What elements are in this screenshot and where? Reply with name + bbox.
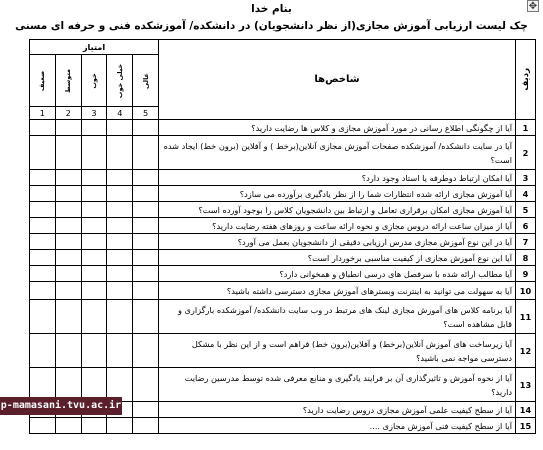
level-label: خوب bbox=[90, 72, 98, 89]
score-cell[interactable] bbox=[133, 282, 159, 300]
table-row bbox=[30, 334, 536, 368]
move-icon[interactable]: ✥ bbox=[528, 1, 538, 12]
score-cell[interactable] bbox=[81, 250, 107, 266]
row-question: آیا در این نوع آموزش مجازی مدرس ارزیابی دقیقی از دانشجویان بعمل می آورد؟ bbox=[159, 234, 516, 250]
row-question: آیا مطالب ارائه شده با سرفصل های درسی انطباق و همخوانی دارد؟ bbox=[159, 266, 516, 282]
level-header bbox=[133, 54, 159, 107]
score-cell[interactable] bbox=[81, 170, 107, 186]
score-cell[interactable] bbox=[133, 218, 159, 234]
score-cell[interactable] bbox=[133, 334, 159, 368]
table-row bbox=[30, 300, 536, 334]
table-row bbox=[30, 136, 536, 170]
row-question: آیا از چگونگی اطلاع رسانی در مورد آموزش مجازی و کلاس ها رضایت دارید؟ bbox=[159, 120, 516, 136]
score-cell[interactable] bbox=[30, 218, 56, 234]
row-number: 2 bbox=[516, 136, 536, 170]
score-cell[interactable] bbox=[55, 282, 81, 300]
score-cell[interactable] bbox=[107, 218, 133, 234]
score-cell[interactable] bbox=[30, 136, 56, 170]
score-cell[interactable] bbox=[107, 250, 133, 266]
table-row bbox=[30, 250, 536, 266]
score-cell[interactable] bbox=[81, 334, 107, 368]
table-row bbox=[30, 186, 536, 202]
score-cell[interactable] bbox=[55, 186, 81, 202]
header-radif: ردیف bbox=[516, 40, 536, 120]
level-header bbox=[107, 54, 133, 107]
score-cell[interactable] bbox=[30, 334, 56, 368]
score-cell[interactable] bbox=[81, 234, 107, 250]
score-cell[interactable] bbox=[107, 120, 133, 136]
level-weight: 5 bbox=[133, 107, 159, 120]
row-number: 13 bbox=[516, 368, 536, 402]
score-cell[interactable] bbox=[30, 300, 56, 334]
level-label: ضعیف bbox=[38, 70, 47, 91]
score-cell[interactable] bbox=[55, 234, 81, 250]
table-row bbox=[30, 120, 536, 136]
row-number: 8 bbox=[516, 250, 536, 266]
score-cell[interactable] bbox=[30, 282, 56, 300]
row-question: آیا این نوع آموزش مجازی از کیفیت مناسبی برخوردار است؟ bbox=[159, 250, 516, 266]
score-cell[interactable] bbox=[107, 234, 133, 250]
header-emtiaz: امتیاز bbox=[30, 40, 159, 55]
level-weight: 1 bbox=[30, 107, 56, 120]
score-cell[interactable] bbox=[133, 402, 159, 418]
score-cell[interactable] bbox=[107, 170, 133, 186]
row-number: 12 bbox=[516, 334, 536, 368]
score-cell[interactable] bbox=[55, 170, 81, 186]
score-cell[interactable] bbox=[81, 282, 107, 300]
score-cell[interactable] bbox=[30, 186, 56, 202]
table-row bbox=[30, 170, 536, 186]
row-question: آیا از میزان ساعت ارائه دروس مجازی و نحوه ارائه ساعت و روزهای هفته رضایت دارید؟ bbox=[159, 218, 516, 234]
row-question: آیا آموزش مجازی ارائه شده انتظارات شما را از نظر یادگیری برآورده می سازد؟ bbox=[159, 186, 516, 202]
score-cell[interactable] bbox=[55, 136, 81, 170]
watermark-logo: p-mamasani.tvu.ac.ir bbox=[0, 397, 122, 415]
score-cell[interactable] bbox=[81, 120, 107, 136]
header-shakhesha: شاخص‌ها bbox=[159, 40, 516, 120]
score-cell[interactable] bbox=[107, 202, 133, 218]
table-row bbox=[30, 218, 536, 234]
score-cell[interactable] bbox=[81, 136, 107, 170]
score-cell[interactable] bbox=[55, 418, 81, 434]
score-cell[interactable] bbox=[30, 120, 56, 136]
score-cell[interactable] bbox=[55, 218, 81, 234]
checklist-table bbox=[29, 39, 536, 434]
row-question: آیا به سهولت می توانید به اینترنت وبسترهای آموزش مجازی دسترسی داشته باشید؟ bbox=[159, 282, 516, 300]
row-question: آیا زیرساخت های آموزش آنلاین(برخط) و آفلاین(برون خط) فراهم است و از این نظر با مشکل دسترسی مواجه نمی باشید؟ bbox=[159, 334, 516, 368]
score-cell[interactable] bbox=[107, 334, 133, 368]
row-number: 15 bbox=[516, 418, 536, 434]
score-cell[interactable] bbox=[55, 300, 81, 334]
score-cell[interactable] bbox=[107, 266, 133, 282]
score-cell[interactable] bbox=[133, 234, 159, 250]
score-cell[interactable] bbox=[81, 202, 107, 218]
row-number: 3 bbox=[516, 170, 536, 186]
row-number: 9 bbox=[516, 266, 536, 282]
score-cell[interactable] bbox=[81, 266, 107, 282]
table-row bbox=[30, 202, 536, 218]
score-cell[interactable] bbox=[133, 136, 159, 170]
score-cell[interactable] bbox=[133, 368, 159, 402]
table-row bbox=[30, 418, 536, 434]
row-question: آیا برنامه کلاس های آموزش مجازی لینک های مرتبط در وب سایت دانشکده/ آموزشکده بارگزاری و قابل مشاهده است؟ bbox=[159, 300, 516, 334]
score-cell[interactable] bbox=[30, 266, 56, 282]
table-row bbox=[30, 282, 536, 300]
score-cell[interactable] bbox=[55, 334, 81, 368]
score-cell[interactable] bbox=[133, 170, 159, 186]
level-header bbox=[55, 54, 81, 107]
level-label: خیلی خوب bbox=[115, 63, 124, 98]
row-number: 5 bbox=[516, 202, 536, 218]
score-cell[interactable] bbox=[107, 136, 133, 170]
score-cell[interactable] bbox=[133, 202, 159, 218]
score-cell[interactable] bbox=[30, 250, 56, 266]
row-question: آیا از سطح کیفیت فنی آموزش مجازی .... bbox=[159, 418, 516, 434]
level-label: متوسط bbox=[64, 68, 73, 93]
row-number: 7 bbox=[516, 234, 536, 250]
row-number: 4 bbox=[516, 186, 536, 202]
score-cell[interactable] bbox=[30, 418, 56, 434]
score-cell[interactable] bbox=[133, 186, 159, 202]
score-cell[interactable] bbox=[81, 300, 107, 334]
score-cell[interactable] bbox=[107, 186, 133, 202]
row-number: 11 bbox=[516, 300, 536, 334]
score-cell[interactable] bbox=[81, 186, 107, 202]
level-weight: 3 bbox=[81, 107, 107, 120]
row-number: 10 bbox=[516, 282, 536, 300]
level-weight: 4 bbox=[107, 107, 133, 120]
row-question: آیا از نحوه آموزش و تاثیرگذاری آن بر فرایند یادگیری و منابع معرفی شده توسط مدرسین رضایت دارید؟ bbox=[159, 368, 516, 402]
score-cell[interactable] bbox=[30, 170, 56, 186]
score-cell[interactable] bbox=[107, 418, 133, 434]
score-cell[interactable] bbox=[107, 282, 133, 300]
score-cell[interactable] bbox=[107, 300, 133, 334]
score-cell[interactable] bbox=[55, 266, 81, 282]
score-cell[interactable] bbox=[30, 202, 56, 218]
row-question: آیا آموزش مجازی امکان برقراری تعامل و ارتباط بین دانشجویان کلاس را بوجود آورده است؟ bbox=[159, 202, 516, 218]
page-title: بنام خدا bbox=[251, 3, 292, 15]
score-cell[interactable] bbox=[55, 120, 81, 136]
score-cell[interactable] bbox=[81, 418, 107, 434]
row-question: آیا در سایت دانشکده/ آموزشکده صفحات آموزش مجازی آنلاین(برخط ) و آفلاین (برون خط) ایجاد شده است؟ bbox=[159, 136, 516, 170]
level-header bbox=[30, 54, 56, 107]
score-cell[interactable] bbox=[133, 250, 159, 266]
score-cell[interactable] bbox=[133, 120, 159, 136]
level-label: عالی bbox=[141, 72, 150, 89]
table-header-row bbox=[30, 40, 536, 55]
score-cell[interactable] bbox=[133, 418, 159, 434]
page-subtitle: چک لیست ارزیابی آموزش مجازی(از نظر دانشجویان) در دانشکده/ آموزشکده فنی و حرفه ای مسنی bbox=[15, 20, 528, 32]
table-row bbox=[30, 234, 536, 250]
score-cell[interactable] bbox=[133, 300, 159, 334]
score-cell[interactable] bbox=[133, 266, 159, 282]
row-question: آیا از سطح کیفیت علمی آموزش مجازی دروس رضایت دارید؟ bbox=[159, 402, 516, 418]
score-cell[interactable] bbox=[55, 202, 81, 218]
score-cell[interactable] bbox=[30, 234, 56, 250]
score-cell[interactable] bbox=[81, 218, 107, 234]
level-header bbox=[81, 54, 107, 107]
table-row bbox=[30, 266, 536, 282]
score-cell[interactable] bbox=[55, 250, 81, 266]
row-number: 6 bbox=[516, 218, 536, 234]
row-number: 14 bbox=[516, 402, 536, 418]
row-number: 1 bbox=[516, 120, 536, 136]
level-weight: 2 bbox=[55, 107, 81, 120]
row-question: آیا امکان ارتباط دوطرفه یا استاد وجود دارد؟ bbox=[159, 170, 516, 186]
